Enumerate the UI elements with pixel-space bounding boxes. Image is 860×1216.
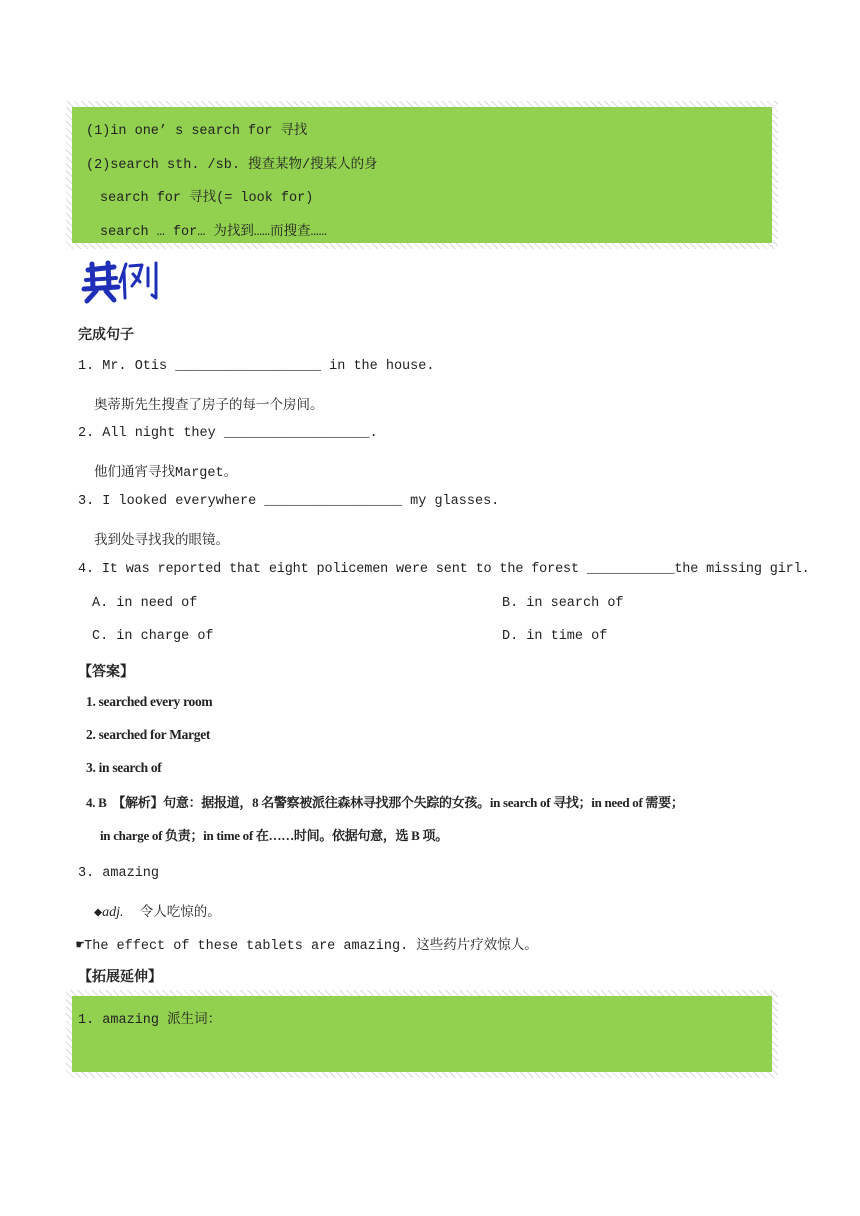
usage-line-1: (1)in one’ s search for 寻找 [86,124,308,139]
part-of-speech: adj. [102,905,124,920]
pointing-hand-icon: ☛ [76,939,85,954]
vocab-meaning: 令人吃惊的。 [139,906,221,921]
option-c: C. in charge of [92,629,214,644]
vocab-example [76,933,538,954]
extension-box [66,990,778,1078]
question-2-translation: 他们通宵寻找Marget。 [94,466,238,481]
vocab-definition [94,900,221,921]
example-logo-icon [80,258,164,304]
question-1: 1. Mr. Otis __________________ in the house. [78,359,435,374]
section-title: 完成句子 [78,327,134,343]
search-usage-panel [72,107,772,243]
answer-1: 1. searched every room [86,694,213,709]
diamond-bullet-icon: ◆ [94,906,103,921]
option-b: B. in search of [502,596,624,611]
usage-line-3: search for 寻找(= look for) [100,191,314,206]
example-sentence: The effect of these tablets are amazing. 这些药片疗效惊人。 [84,939,538,954]
answer-header: 【答案】 [78,664,134,680]
usage-line-2: (2)search sth. /sb. 搜查某物/搜某人的身 [86,158,378,173]
search-usage-box [66,101,778,249]
extension-line-1: 1. amazing 派生词： [78,1013,222,1028]
question-3: 3. I looked everywhere _________________ my glasses. [78,494,500,509]
extension-panel [72,996,772,1072]
vocab-heading: 3. amazing [78,866,160,881]
option-a: A. in need of [92,596,198,611]
question-3-translation: 我到处寻找我的眼镜。 [94,534,229,549]
answer-4-line-1: 4. B 【解析】句意：据报道，8 名警察被派往森林寻找那个失踪的女孩。in search of 寻找；in need of 需要； [86,795,684,810]
usage-line-4: search … for… 为找到……而搜查…… [100,225,327,240]
answer-2: 2. searched for Marget [86,727,211,742]
question-4: 4. It was reported that eight policemen were sent to the forest ___________the missing girl. [78,562,810,577]
option-d: D. in time of [502,629,608,644]
question-2: 2. All night they __________________. [78,426,378,441]
answer-4-line-2: in charge of 负责；in time of 在……时间。依据句意，选 B 项。 [100,828,448,843]
extend-header: 【拓展延伸】 [78,969,162,985]
example-logo [80,258,164,308]
answer-3: 3. in search of [86,760,162,775]
question-1-translation: 奥蒂斯先生搜查了房子的每一个房间。 [94,399,324,414]
